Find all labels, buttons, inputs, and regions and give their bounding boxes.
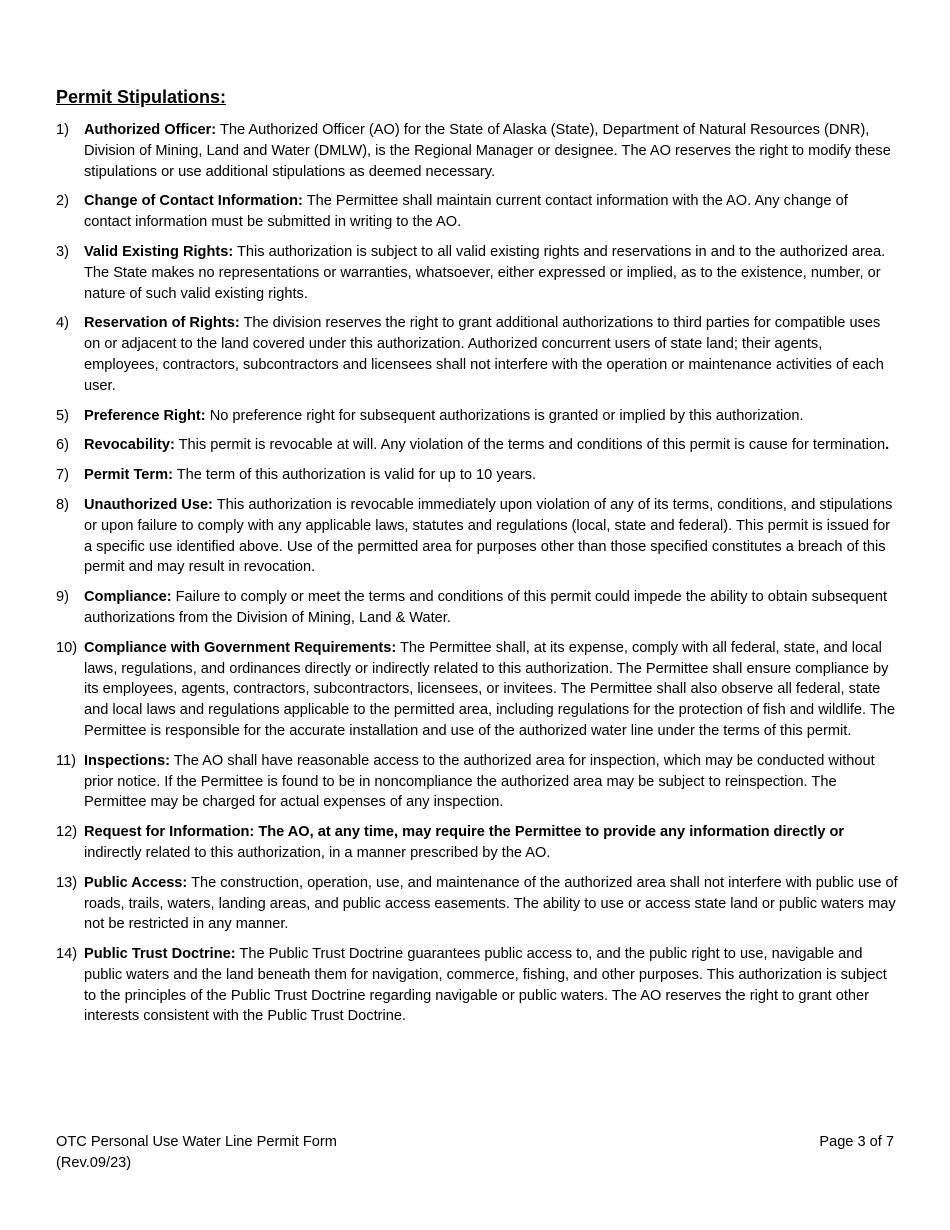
stipulation-item-4 [56, 313, 898, 396]
item-text: The AO shall have reasonable access to the authorized area for inspection, which may be conducted without prior notice. If the Permittee is found to be in noncompliance the authorized area may be subject to reinspection. The Permittee may be charged for actual expenses of any inspection. [84, 752, 875, 811]
item-term: Valid Existing Rights: [84, 243, 234, 260]
section-heading: Permit Stipulations: [56, 87, 227, 107]
item-number: 3) [56, 243, 69, 260]
item-number: 8) [56, 496, 69, 513]
item-text: indirectly related to this authorization, in a manner prescribed by the AO. [84, 844, 551, 861]
stipulation-item-12 [56, 822, 898, 864]
item-text: The division reserves the right to grant additional authorizations to third parties for compatible uses on or adjacent to the land covered under this authorization. Authorized concurrent users of state land; their agents, employees, contractors, subcontractors and licensees shall not interfere with the operation or maintenance activities of each user. [84, 315, 884, 394]
item-number: 5) [56, 407, 69, 424]
item-number: 1) [56, 122, 69, 138]
item-text: This authorization is subject to all valid existing rights and reservations in and to the authorized area. The State makes no representations or warranties, whatsoever, either expressed or implied, as to the existence, number, or nature of such valid existing rights. [84, 243, 886, 302]
stipulation-item-1 [56, 120, 898, 182]
item-number: 9) [56, 589, 69, 606]
item-text: The Public Trust Doctrine guarantees public access to, and the public right to use, navigable and public waters and the land beneath them for navigation, commerce, fishing, and other purposes. This authorization is subject to the principles of the Public Trust Doctrine regarding navigable or public waters. The AO reserves the right to grant other interests consistent with the Public Trust Doctrine. [84, 946, 887, 1025]
item-tail: . [885, 437, 890, 454]
footer-form-name: OTC Personal Use Water Line Permit Form [56, 1134, 337, 1150]
item-text: Failure to comply or meet the terms and conditions of this permit could impede the ability to obtain subsequent authorizations from the Division of Mining, Land & Water. [84, 589, 888, 626]
item-number: 14) [56, 946, 78, 963]
stipulation-item-2 [56, 191, 898, 233]
footer-revision: (Rev.09/23) [56, 1155, 132, 1171]
item-text: The Authorized Officer (AO) for the State of Alaska (State), Department of Natural Resources (DNR), Division of Mining, Land and Water (DMLW), is the Regional Manager or designee. The AO reserves the right to modify these stipulations or use additional stipulations as deemed necessary. [84, 122, 891, 180]
item-number: 7) [56, 467, 69, 484]
item-term: Reservation of Rights: [84, 315, 240, 332]
item-term: Public Trust Doctrine: [84, 946, 236, 963]
stipulation-item-13 [56, 873, 898, 935]
item-term: Change of Contact Information: [84, 193, 303, 210]
stipulation-item-9 [56, 587, 898, 629]
item-text: This authorization is revocable immediately upon violation of any of its terms, conditions, and stipulations or upon failure to comply with any applicable laws, statutes and regulations (local, state and federal). This permit is issued for a specific use identified above. Use of the permitted area for purposes other than those specified constitutes a breach of this permit and may result in revocation. [84, 496, 893, 576]
stipulation-item-11 [56, 751, 898, 813]
stipulation-item-6 [56, 435, 898, 456]
stipulations-list [56, 120, 898, 1036]
item-number: 2) [56, 193, 69, 210]
item-text: The term of this authorization is valid for up to 10 years. [172, 467, 537, 484]
item-text: This permit is revocable at will. Any violation of the terms and conditions of this permit is cause for termination [174, 437, 886, 454]
footer-page-number: Page 3 of 7 [819, 1134, 894, 1150]
item-term: Compliance with Government Requirements: [84, 639, 397, 656]
item-term: Request for Information: The AO, at any time, may require the Permittee to provide any information directly or [84, 824, 845, 841]
footer-form-info [56, 1132, 337, 1174]
item-text: The Permittee shall, at its expense, comply with all federal, state, and local laws, regulations, and ordinances directly or indirectly related to this authorization. The Permittee shall ensure compliance by its employees, agents, contractors, subcontractors, licensees, or invitees. The Permittee shall also observe all federal, state and local laws and regulations applicable to the permitted area, including regulations for the protection of fish and wildlife. The Permittee is responsible for the accurate installation and use of the authorized water line under the terms of this permit. [84, 639, 895, 739]
stipulation-item-14 [56, 944, 898, 1027]
item-number: 13) [56, 874, 78, 891]
item-number: 10) [56, 639, 78, 656]
item-term: Compliance: [84, 589, 172, 606]
item-number: 4) [56, 315, 69, 332]
item-term: Revocability: [84, 437, 175, 454]
stipulation-item-10 [56, 638, 898, 742]
stipulation-item-5 [56, 406, 898, 427]
stipulation-item-3 [56, 242, 898, 304]
stipulation-item-7 [56, 465, 898, 486]
item-number: 11) [56, 752, 77, 769]
item-term: Authorized Officer: [84, 122, 217, 138]
item-term: Permit Term: [84, 467, 173, 484]
item-text: No preference right for subsequent authorizations is granted or implied by this authorization. [205, 407, 804, 424]
item-term: Unauthorized Use: [84, 496, 213, 513]
item-text: The construction, operation, use, and maintenance of the authorized area shall not interfere with public use of roads, trails, waters, landing areas, and public access easements. The ability to use or access state land or public waters may not be restricted in any manner. [84, 874, 898, 933]
item-text: The Permittee shall maintain current contact information with the AO. Any change of contact information must be submitted in writing to the AO. [84, 193, 848, 231]
item-term: Inspections: [84, 752, 170, 769]
stipulation-item-8 [56, 495, 898, 578]
item-number: 6) [56, 437, 69, 454]
item-number: 12) [56, 824, 78, 841]
item-term: Preference Right: [84, 407, 206, 424]
item-term: Public Access: [84, 874, 188, 891]
